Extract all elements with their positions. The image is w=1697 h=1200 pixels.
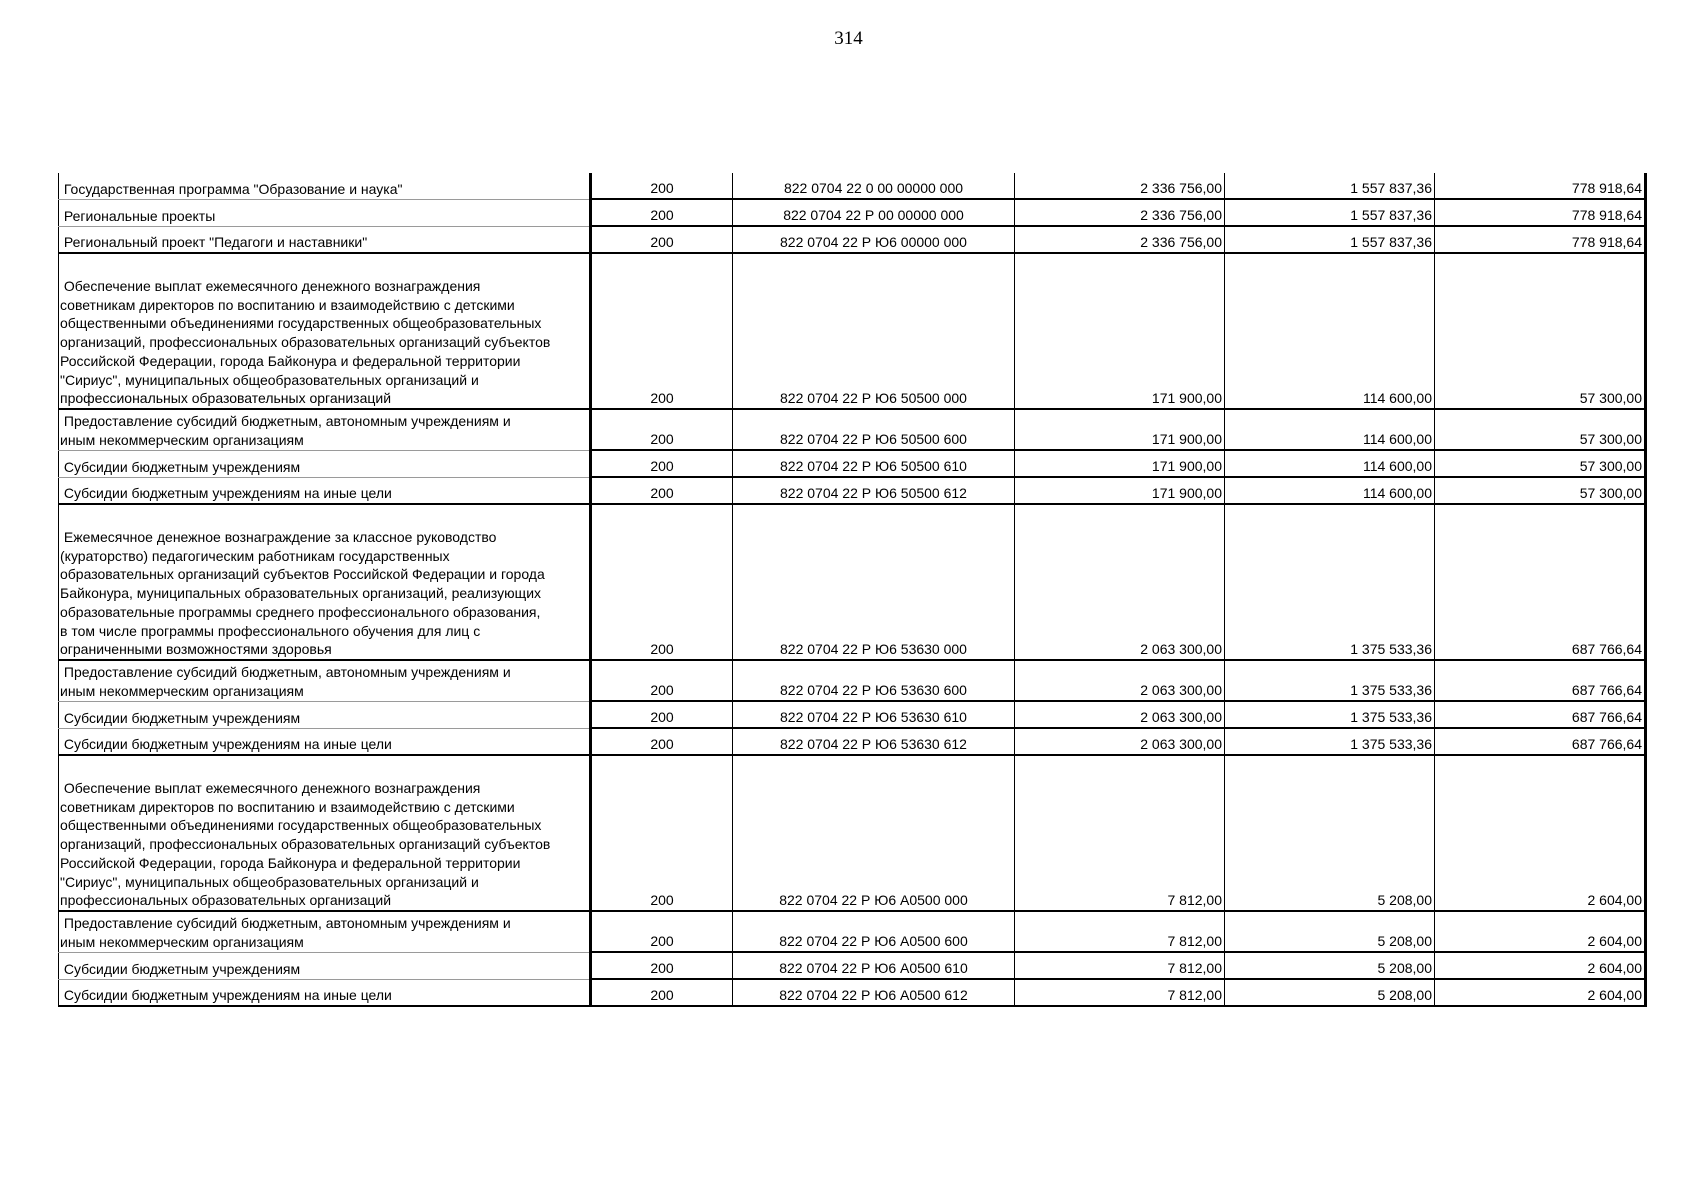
row-amount-1: 2 063 300,00 (1015, 701, 1225, 728)
table-row (59, 253, 1646, 409)
table-row (59, 952, 1646, 979)
row-classification: 822 0704 22 Р Ю6 А0500 610 (733, 952, 1015, 979)
row-name: Субсидии бюджетным учреждениям (59, 450, 591, 477)
row-classification: 822 0704 22 Р Ю6 50500 610 (733, 450, 1015, 477)
row-code: 200 (591, 701, 733, 728)
row-name: Предоставление субсидий бюджетным, автономным учреждениям и иным некоммерческим организациям (59, 911, 591, 952)
row-code: 200 (591, 660, 733, 701)
row-classification: 822 0704 22 Р Ю6 50500 612 (733, 477, 1015, 504)
row-amount-2: 1 375 533,36 (1225, 701, 1435, 728)
row-code: 200 (591, 504, 733, 660)
table-row (59, 911, 1646, 952)
row-code: 200 (591, 409, 733, 450)
row-name: Субсидии бюджетным учреждениям на иные цели (59, 979, 591, 1006)
row-amount-1: 7 812,00 (1015, 952, 1225, 979)
row-amount-1: 171 900,00 (1015, 477, 1225, 504)
row-classification: 822 0704 22 Р Ю6 53630 600 (733, 660, 1015, 701)
row-code: 200 (591, 253, 733, 409)
row-amount-1: 7 812,00 (1015, 755, 1225, 911)
row-classification: 822 0704 22 Р Ю6 А0500 000 (733, 755, 1015, 911)
row-amount-1: 7 812,00 (1015, 979, 1225, 1006)
row-amount-2: 5 208,00 (1225, 952, 1435, 979)
row-amount-2: 1 375 533,36 (1225, 504, 1435, 660)
row-amount-2: 1 375 533,36 (1225, 660, 1435, 701)
row-amount-2: 1 557 837,36 (1225, 173, 1435, 199)
row-amount-1: 2 336 756,00 (1015, 173, 1225, 199)
row-name: Субсидии бюджетным учреждениям (59, 952, 591, 979)
row-amount-2: 1 375 533,36 (1225, 728, 1435, 755)
table-row (59, 409, 1646, 450)
row-amount-2: 114 600,00 (1225, 477, 1435, 504)
row-classification: 822 0704 22 Р Ю6 53630 610 (733, 701, 1015, 728)
row-classification: 822 0704 22 0 00 00000 000 (733, 173, 1015, 199)
table-row (59, 701, 1646, 728)
row-amount-3: 778 918,64 (1435, 226, 1646, 253)
row-amount-1: 2 336 756,00 (1015, 199, 1225, 226)
row-classification: 822 0704 22 Р Ю6 50500 000 (733, 253, 1015, 409)
row-amount-3: 687 766,64 (1435, 660, 1646, 701)
table-row (59, 728, 1646, 755)
row-classification: 822 0704 22 Р 00 00000 000 (733, 199, 1015, 226)
row-amount-2: 114 600,00 (1225, 409, 1435, 450)
page-number: 314 (834, 28, 863, 49)
row-amount-3: 2 604,00 (1435, 952, 1646, 979)
row-name: Предоставление субсидий бюджетным, автономным учреждениям и иным некоммерческим организациям (59, 660, 591, 701)
row-name: Региональные проекты (59, 199, 591, 226)
row-name: Предоставление субсидий бюджетным, автономным учреждениям и иным некоммерческим организациям (59, 409, 591, 450)
table-row (59, 979, 1646, 1006)
row-code: 200 (591, 952, 733, 979)
row-code: 200 (591, 728, 733, 755)
row-name: Региональный проект "Педагоги и наставники" (59, 226, 591, 253)
row-name: Ежемесячное денежное вознаграждение за классное руководство (кураторство) педагогическим работникам государственных образовательных организаций субъектов Российской Федерации и города Байконура, муниципальных образовательных организаций, реализующих образовательные программы среднего профессионального образования, в том числе программы профессионального обучения для лиц с ограниченными возможностями здоровья (59, 504, 591, 660)
table-row (59, 660, 1646, 701)
row-amount-2: 5 208,00 (1225, 979, 1435, 1006)
row-name: Субсидии бюджетным учреждениям на иные цели (59, 728, 591, 755)
row-amount-2: 5 208,00 (1225, 755, 1435, 911)
row-amount-1: 7 812,00 (1015, 911, 1225, 952)
row-name: Государственная программа "Образование и наука" (59, 173, 591, 199)
row-amount-1: 2 063 300,00 (1015, 660, 1225, 701)
row-code: 200 (591, 911, 733, 952)
row-amount-1: 2 063 300,00 (1015, 504, 1225, 660)
row-amount-3: 2 604,00 (1435, 755, 1646, 911)
row-amount-3: 687 766,64 (1435, 701, 1646, 728)
row-classification: 822 0704 22 Р Ю6 00000 000 (733, 226, 1015, 253)
table-row (59, 504, 1646, 660)
row-name: Субсидии бюджетным учреждениям на иные цели (59, 477, 591, 504)
row-classification: 822 0704 22 Р Ю6 А0500 600 (733, 911, 1015, 952)
row-amount-3: 57 300,00 (1435, 409, 1646, 450)
row-amount-3: 778 918,64 (1435, 173, 1646, 199)
row-amount-1: 171 900,00 (1015, 450, 1225, 477)
row-classification: 822 0704 22 Р Ю6 А0500 612 (733, 979, 1015, 1006)
table-row (59, 450, 1646, 477)
row-code: 200 (591, 477, 733, 504)
budget-table (58, 173, 1647, 1007)
row-amount-3: 687 766,64 (1435, 504, 1646, 660)
row-code: 200 (591, 199, 733, 226)
row-amount-3: 687 766,64 (1435, 728, 1646, 755)
row-code: 200 (591, 979, 733, 1006)
row-code: 200 (591, 226, 733, 253)
row-amount-3: 57 300,00 (1435, 477, 1646, 504)
row-code: 200 (591, 173, 733, 199)
row-code: 200 (591, 450, 733, 477)
row-code: 200 (591, 755, 733, 911)
table-row (59, 199, 1646, 226)
row-amount-1: 2 336 756,00 (1015, 226, 1225, 253)
row-amount-2: 114 600,00 (1225, 253, 1435, 409)
table-row (59, 173, 1646, 199)
row-amount-3: 57 300,00 (1435, 450, 1646, 477)
row-amount-1: 2 063 300,00 (1015, 728, 1225, 755)
row-amount-3: 57 300,00 (1435, 253, 1646, 409)
row-name: Обеспечение выплат ежемесячного денежного вознаграждения советникам директоров по воспитанию и взаимодействию с детскими общественными объединениями государственных общеобразовательных организаций, профессиональных образовательных организаций субъектов Российской Федерации, города Байконура и федеральной территории "Сириус", муниципальных общеобразовательных организаций и профессиональных образовательных организаций (59, 755, 591, 911)
table-row (59, 477, 1646, 504)
row-amount-2: 1 557 837,36 (1225, 226, 1435, 253)
row-amount-3: 2 604,00 (1435, 911, 1646, 952)
table-row (59, 226, 1646, 253)
row-classification: 822 0704 22 Р Ю6 53630 000 (733, 504, 1015, 660)
row-amount-1: 171 900,00 (1015, 253, 1225, 409)
row-amount-1: 171 900,00 (1015, 409, 1225, 450)
row-amount-3: 2 604,00 (1435, 979, 1646, 1006)
row-classification: 822 0704 22 Р Ю6 50500 600 (733, 409, 1015, 450)
row-amount-2: 114 600,00 (1225, 450, 1435, 477)
row-name: Обеспечение выплат ежемесячного денежного вознаграждения советникам директоров по воспитанию и взаимодействию с детскими общественными объединениями государственных общеобразовательных организаций, профессиональных образовательных организаций субъектов Российской Федерации, города Байконура и федеральной территории "Сириус", муниципальных общеобразовательных организаций и профессиональных образовательных организаций (59, 253, 591, 409)
row-amount-2: 1 557 837,36 (1225, 199, 1435, 226)
row-name: Субсидии бюджетным учреждениям (59, 701, 591, 728)
table-row (59, 755, 1646, 911)
row-amount-3: 778 918,64 (1435, 199, 1646, 226)
row-amount-2: 5 208,00 (1225, 911, 1435, 952)
row-classification: 822 0704 22 Р Ю6 53630 612 (733, 728, 1015, 755)
